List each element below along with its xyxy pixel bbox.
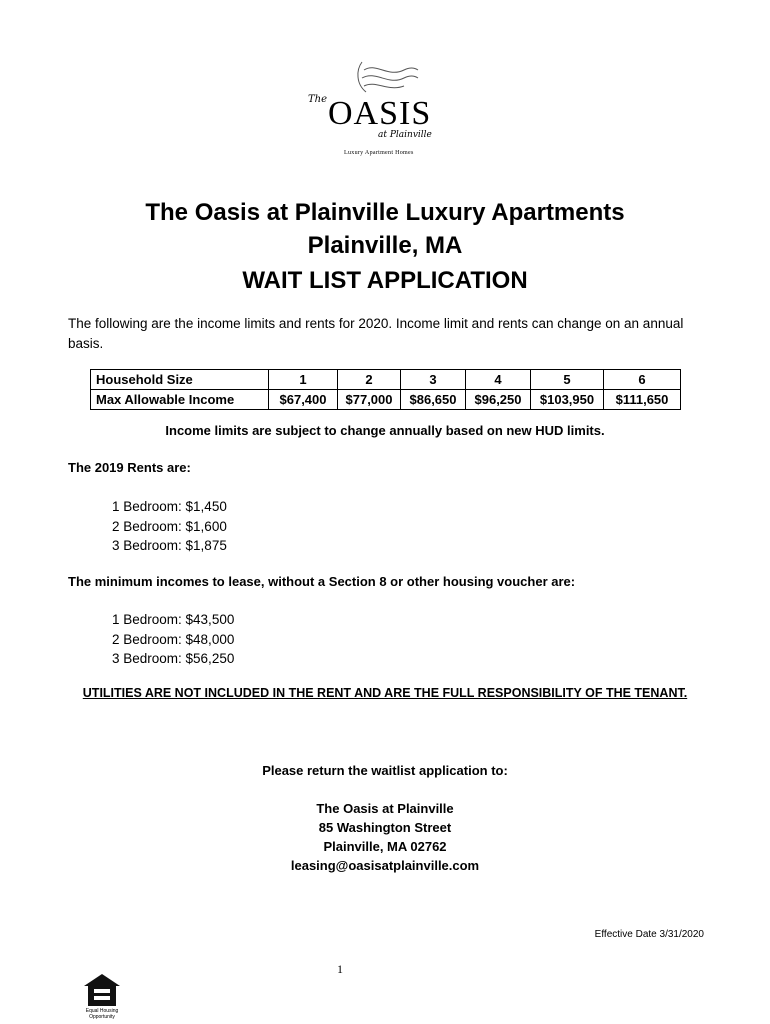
max-income-cell: $96,250 bbox=[466, 390, 531, 410]
max-income-label: Max Allowable Income bbox=[91, 390, 269, 410]
max-income-cell: $67,400 bbox=[269, 390, 338, 410]
logo-tagline: Luxury Apartment Homes bbox=[344, 150, 414, 156]
list-item: 3 Bedroom: $56,250 bbox=[112, 651, 235, 666]
list-item: 1 Bedroom: $43,500 bbox=[112, 612, 235, 627]
table-row bbox=[91, 370, 681, 390]
list-item: 3 Bedroom: $1,875 bbox=[112, 538, 227, 553]
household-size-cell: 2 bbox=[338, 370, 401, 390]
wave-icon bbox=[352, 56, 422, 100]
income-limits-table bbox=[90, 369, 681, 410]
household-size-cell: 3 bbox=[401, 370, 466, 390]
logo-name: OASIS bbox=[328, 95, 432, 132]
intro-paragraph: The following are the income limits and rents for 2020. Income limit and rents can change on an annual basis. bbox=[68, 316, 684, 351]
list-item: 2 Bedroom: $1,600 bbox=[112, 518, 227, 534]
list-item: 2 Bedroom: $48,000 bbox=[112, 631, 235, 647]
household-size-cell: 4 bbox=[466, 370, 531, 390]
logo-prefix: The bbox=[308, 94, 328, 105]
address-city: Plainville, MA 02762 bbox=[323, 839, 447, 854]
max-income-cell: $77,000 bbox=[338, 390, 401, 410]
minimum-incomes-heading: The minimum incomes to lease, without a Section 8 or other housing voucher are: bbox=[68, 574, 576, 589]
income-note: Income limits are subject to change annually based on new HUD limits. bbox=[165, 423, 605, 438]
return-address bbox=[0, 799, 770, 875]
rents-heading: The 2019 Rents are: bbox=[68, 460, 191, 475]
household-size-cell: 6 bbox=[604, 370, 681, 390]
utilities-notice: UTILITIES ARE NOT INCLUDED IN THE RENT AND ARE THE FULL RESPONSIBILITY OF THE TENANT. bbox=[82, 686, 688, 700]
address-name: The Oasis at Plainville bbox=[316, 801, 454, 816]
title-line-3: WAIT LIST APPLICATION bbox=[242, 267, 528, 294]
title-line-2: Plainville, MA bbox=[307, 232, 463, 259]
page-number: 1 bbox=[337, 962, 343, 976]
equal-housing-label: Equal Housing Opportunity bbox=[85, 1008, 119, 1020]
household-size-label: Household Size bbox=[91, 370, 269, 390]
return-heading: Please return the waitlist application to: bbox=[262, 763, 508, 778]
title-line-1: The Oasis at Plainville Luxury Apartments bbox=[145, 199, 625, 226]
equal-housing-logo bbox=[82, 972, 122, 1020]
table-row bbox=[91, 390, 681, 410]
household-size-cell: 1 bbox=[269, 370, 338, 390]
oasis-logo bbox=[300, 56, 460, 164]
address-email[interactable]: leasing@oasisatplainville.com bbox=[290, 858, 480, 873]
household-size-cell: 5 bbox=[531, 370, 604, 390]
max-income-cell: $86,650 bbox=[401, 390, 466, 410]
address-street: 85 Washington Street bbox=[318, 820, 452, 835]
effective-date: Effective Date 3/31/2020 bbox=[594, 929, 704, 940]
max-income-cell: $103,950 bbox=[531, 390, 604, 410]
logo-subname: at Plainville bbox=[378, 130, 432, 140]
minimum-incomes-list bbox=[112, 610, 234, 669]
rents-list bbox=[112, 497, 227, 556]
list-item: 1 Bedroom: $1,450 bbox=[112, 499, 227, 514]
equal-housing-icon bbox=[82, 972, 122, 1008]
max-income-cell: $111,650 bbox=[604, 390, 681, 410]
